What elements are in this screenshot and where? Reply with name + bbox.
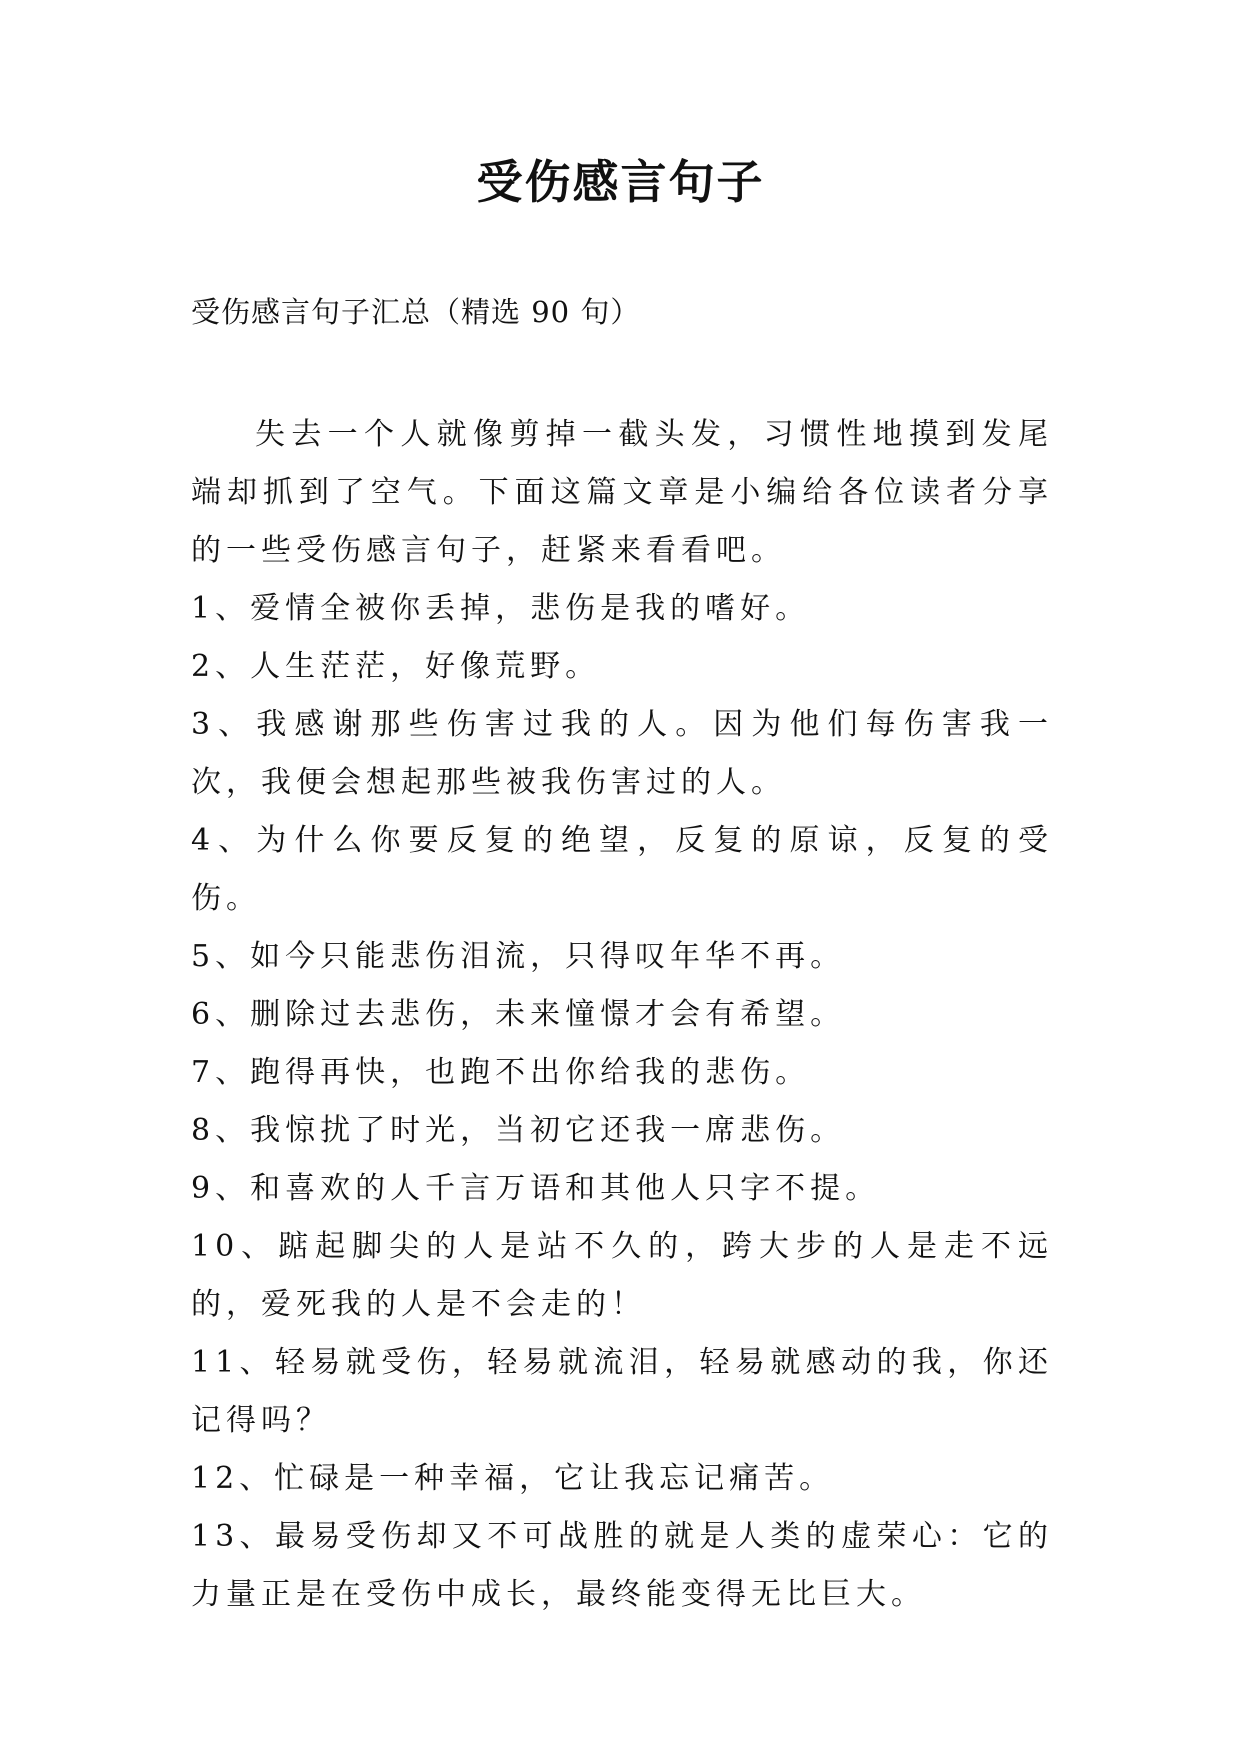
- quote-item-5: 5、如今只能悲伤泪流，只得叹年华不再。: [191, 939, 846, 974]
- document-subtitle: 受伤感言句子汇总（精选 90 句）: [191, 295, 641, 329]
- quote-item-10: 10、踮起脚尖的人是站不久的，跨大步的人是走不远的，爱死我的人是不会走的！: [191, 1229, 1053, 1322]
- page-title: 受伤感言句子: [476, 155, 765, 209]
- quote-item-4: 4、为什么你要反复的绝望，反复的原谅，反复的受伤。: [191, 823, 1053, 916]
- quote-item-3: 3、我感谢那些伤害过我的人。因为他们每伤害我一次，我便会想起那些被我伤害过的人。: [191, 707, 1053, 800]
- quote-item-11: 11、轻易就受伤，轻易就流泪，轻易就感动的我，你还记得吗？: [191, 1345, 1053, 1438]
- quote-item-6: 6、删除过去悲伤，未来憧憬才会有希望。: [191, 997, 846, 1032]
- quote-item-12: 12、忙碌是一种幸福，它让我忘记痛苦。: [191, 1461, 835, 1496]
- quote-item-2: 2、人生茫茫，好像荒野。: [191, 649, 601, 684]
- quote-item-13: 13、最易受伤却又不可战胜的就是人类的虚荣心：它的力量正是在受伤中成长，最终能变得无比巨大。: [191, 1519, 1053, 1612]
- document-body: [191, 406, 1053, 1624]
- quote-item-7: 7、跑得再快，也跑不出你给我的悲伤。: [191, 1055, 811, 1090]
- intro-paragraph: 失去一个人就像剪掉一截头发，习惯性地摸到发尾端却抓到了空气。下面这篇文章是小编给各位读者分享的一些受伤感言句子，赶紧来看看吧。: [191, 417, 1053, 568]
- quote-item-1: 1、爱情全被你丢掉，悲伤是我的嗜好。: [191, 591, 811, 626]
- quote-item-9: 9、和喜欢的人千言万语和其他人只字不提。: [191, 1171, 881, 1206]
- quote-item-8: 8、我惊扰了时光，当初它还我一席悲伤。: [191, 1113, 846, 1148]
